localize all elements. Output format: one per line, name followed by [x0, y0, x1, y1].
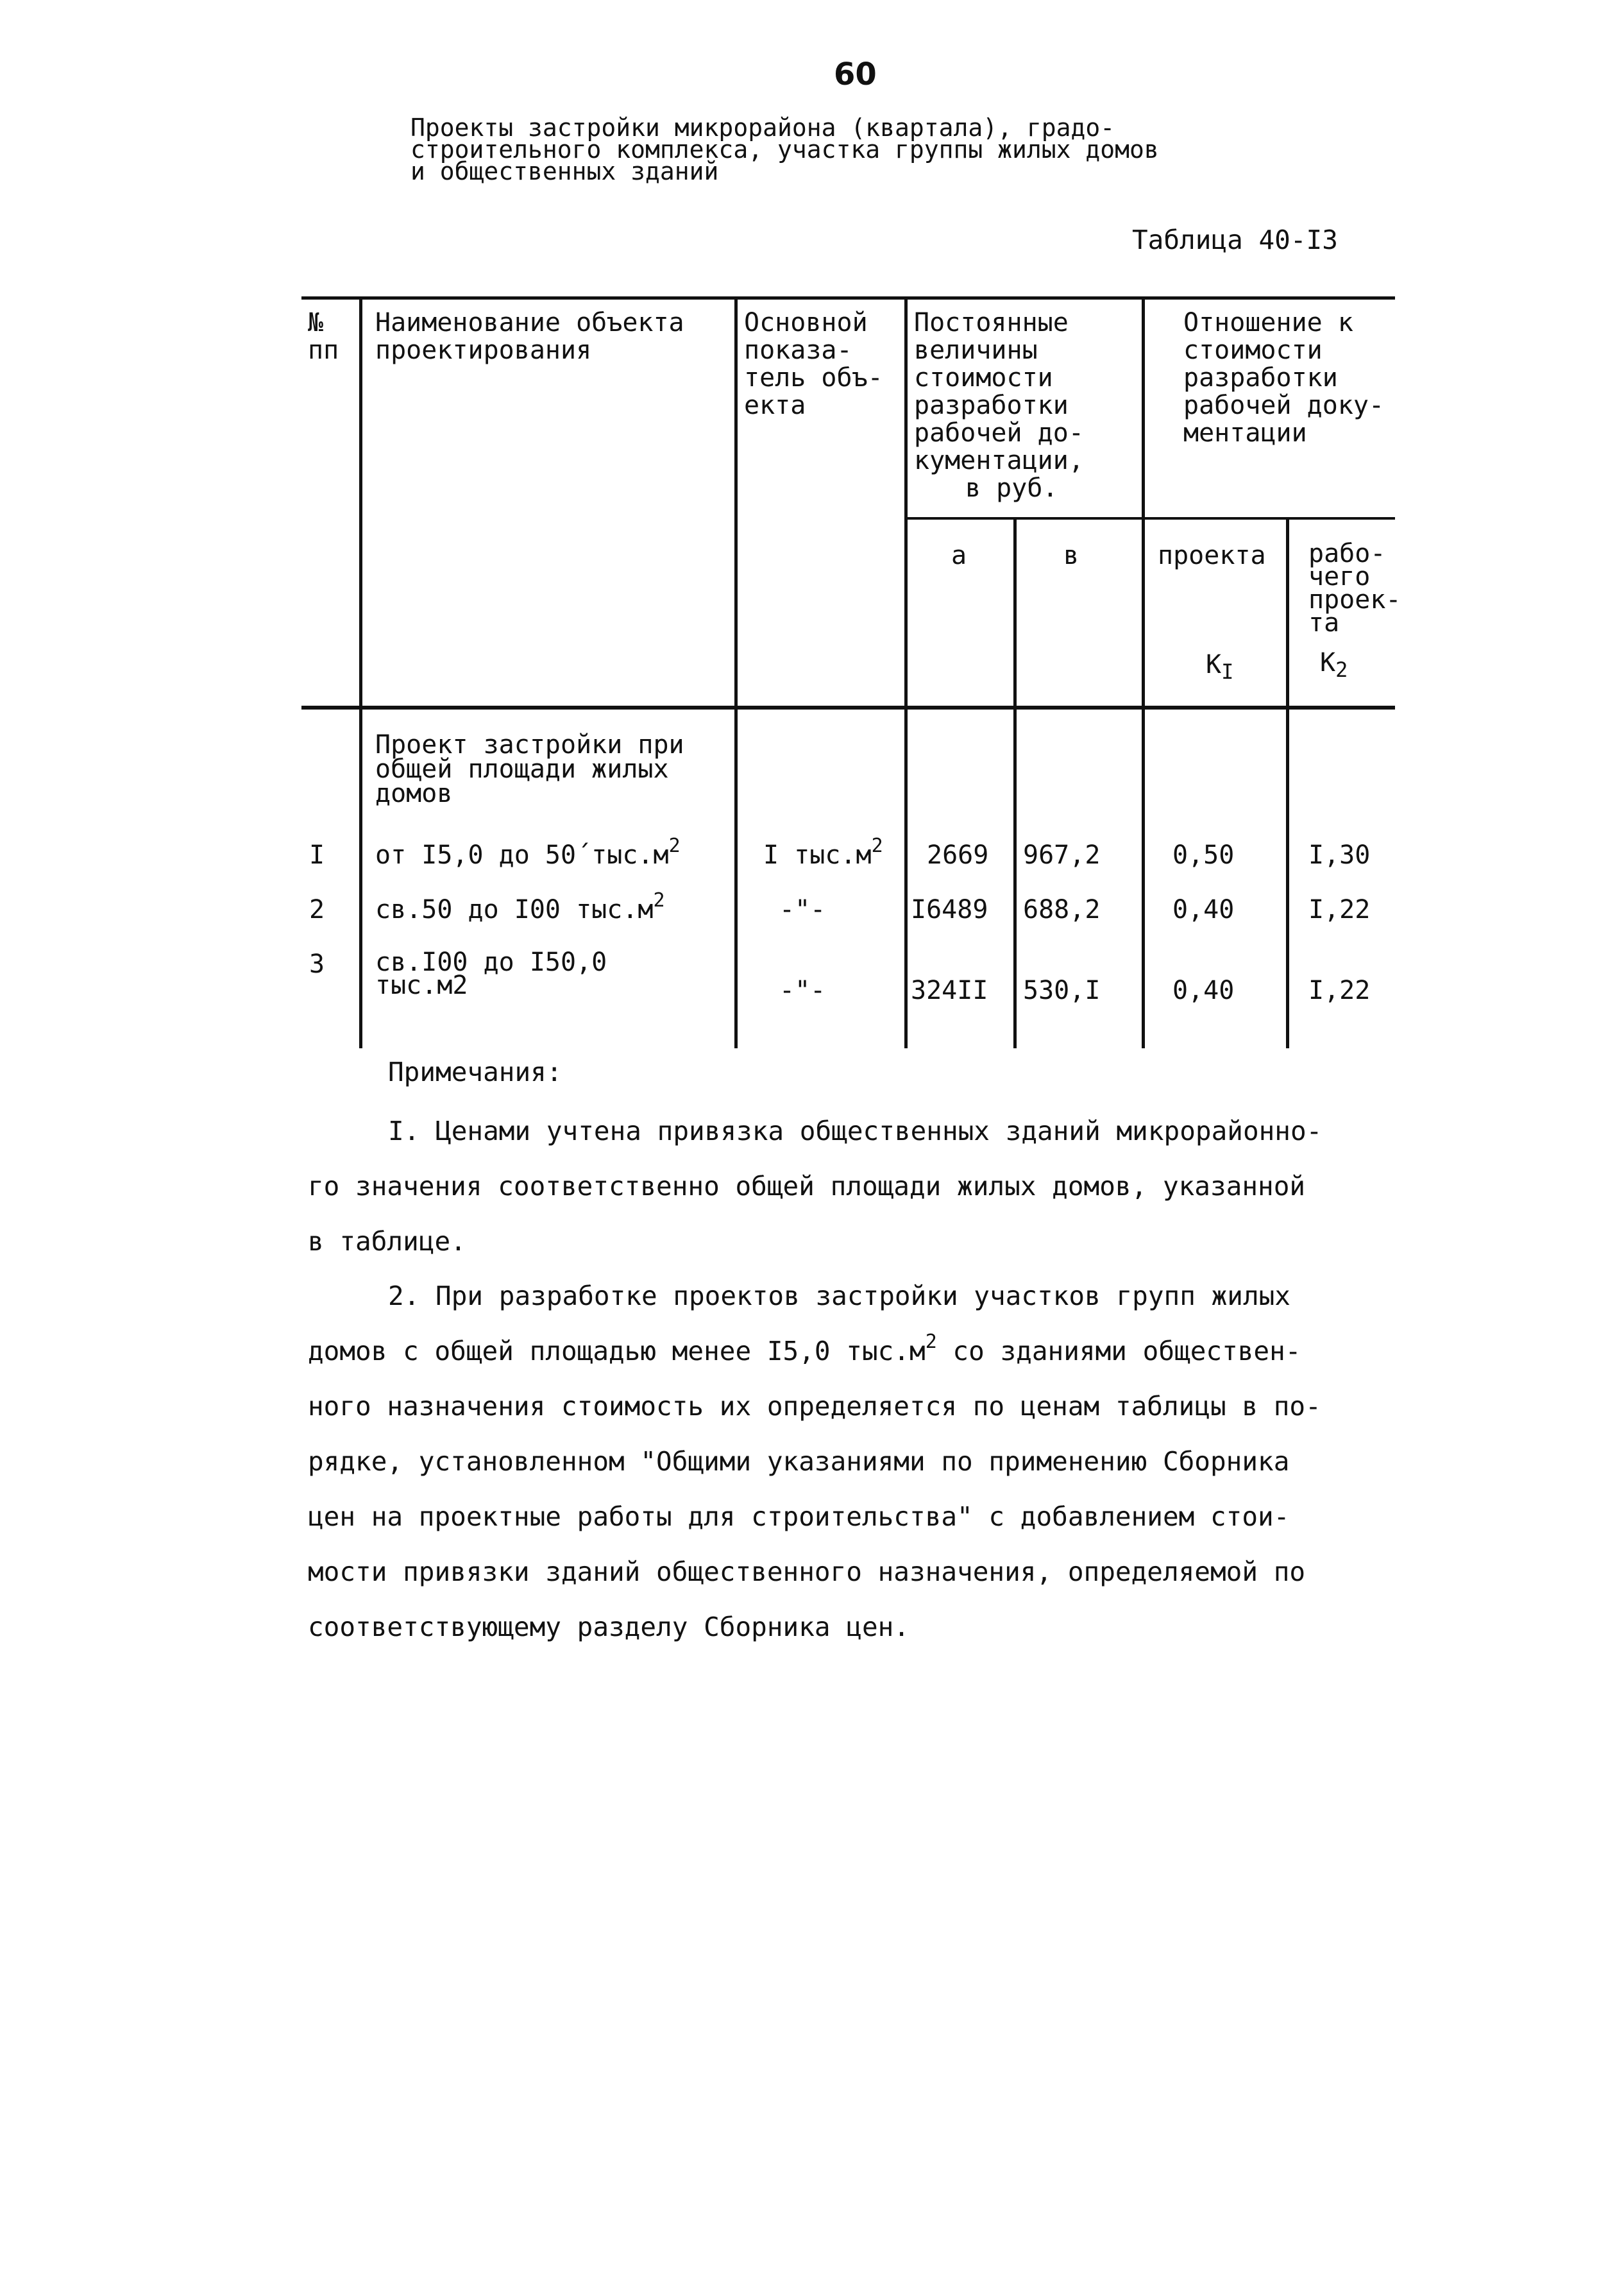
header-b: в [1063, 541, 1079, 570]
title-line: Проекты застройки микрорайона (квартала), градо- [410, 114, 1115, 142]
row-a: 324II [911, 976, 988, 1005]
row-number: I [309, 840, 325, 870]
row-k1: 0,40 [1172, 976, 1235, 1005]
row-indicator: -"- [779, 895, 826, 924]
table-divider [1142, 296, 1145, 1048]
row-b: 530,I [1023, 976, 1101, 1005]
header-k2: $К_2$ [1320, 648, 1348, 682]
row-indicator: -"- [779, 976, 826, 1005]
table-top-rule [301, 296, 1395, 300]
header-main-indicator: Основной показа- тель объ- екта [744, 308, 883, 420]
note-1: I. Ценами учтена привязка общественных зданий микрорайонно- го значения соответственно общей площади жилых домов, указанной в таблице. [308, 1116, 1323, 1257]
table-title [410, 114, 1321, 185]
row-k2: I,22 [1308, 976, 1371, 1005]
row-k1: 0,40 [1172, 895, 1235, 924]
table-divider [359, 296, 362, 1048]
table-header-bottom-rule [301, 706, 1395, 710]
row-b: 967,2 [1023, 840, 1101, 870]
row-number: 2 [309, 895, 325, 924]
row-name: от I5,0 до $50´тыс.м^2$ [375, 834, 681, 870]
table-subheader-rule [904, 517, 1395, 520]
title-line: и общественных зданий [410, 157, 719, 185]
header-object-name: Наименование объекта проектирования [375, 308, 684, 365]
row-name: св.50 до I00 $тыс.м^2$ [375, 889, 665, 924]
row-number: 3 [309, 949, 325, 979]
header-working-project: рабо- чего проек- та [1308, 539, 1401, 638]
header-constant-values: Постоянные величины стоимости разработки рабочей до- кументации, в руб. [914, 308, 1084, 503]
row-a: I6489 [911, 895, 988, 924]
table-divider [1013, 518, 1017, 1048]
header-project: проекта [1158, 541, 1266, 570]
header-a: а [951, 541, 967, 570]
row-indicator: I $тыс.м^2$ [763, 834, 883, 870]
table-label: Таблица 40-I3 [1132, 225, 1338, 255]
title-line: строительного комплекса, участка группы жилых домов [410, 135, 1159, 164]
row-b: 688,2 [1023, 895, 1101, 924]
row-name: св.I00 до I50,0 тыс.м2 [375, 948, 607, 1000]
group-label: Проект застройки при общей площади жилых домов [375, 730, 684, 808]
notes-title: Примечания: [388, 1057, 562, 1087]
table-divider [1286, 518, 1289, 1048]
row-k1: 0,50 [1172, 840, 1235, 870]
page-number: 60 [834, 56, 877, 92]
row-a: 2669 [927, 840, 989, 870]
row-k2: I,30 [1308, 840, 1371, 870]
note-2: 2. При разработке проектов застройки участков групп жилых домов с общей площадью менее I5,0 $тыс.м^2$ со зданиями обществен- ного назначения стоимость их определяется по ценам таблицы в по- рядке, установленном "Общими указаниями по применению Сборника цен на проектные работы для строительства" с добавлением стои- мости привязки зданий общественного назначения, определяемой по соответствующему разделу Сборника цен. [308, 1281, 1321, 1642]
table-divider [904, 296, 908, 1048]
table-divider [734, 296, 738, 1048]
header-number: № пп [308, 308, 339, 365]
header-cost-ratio: Отношение к стоимости разработки рабочей доку- ментации [1183, 308, 1385, 448]
row-k2: I,22 [1308, 895, 1371, 924]
header-k1: $К_I$ [1206, 650, 1234, 684]
